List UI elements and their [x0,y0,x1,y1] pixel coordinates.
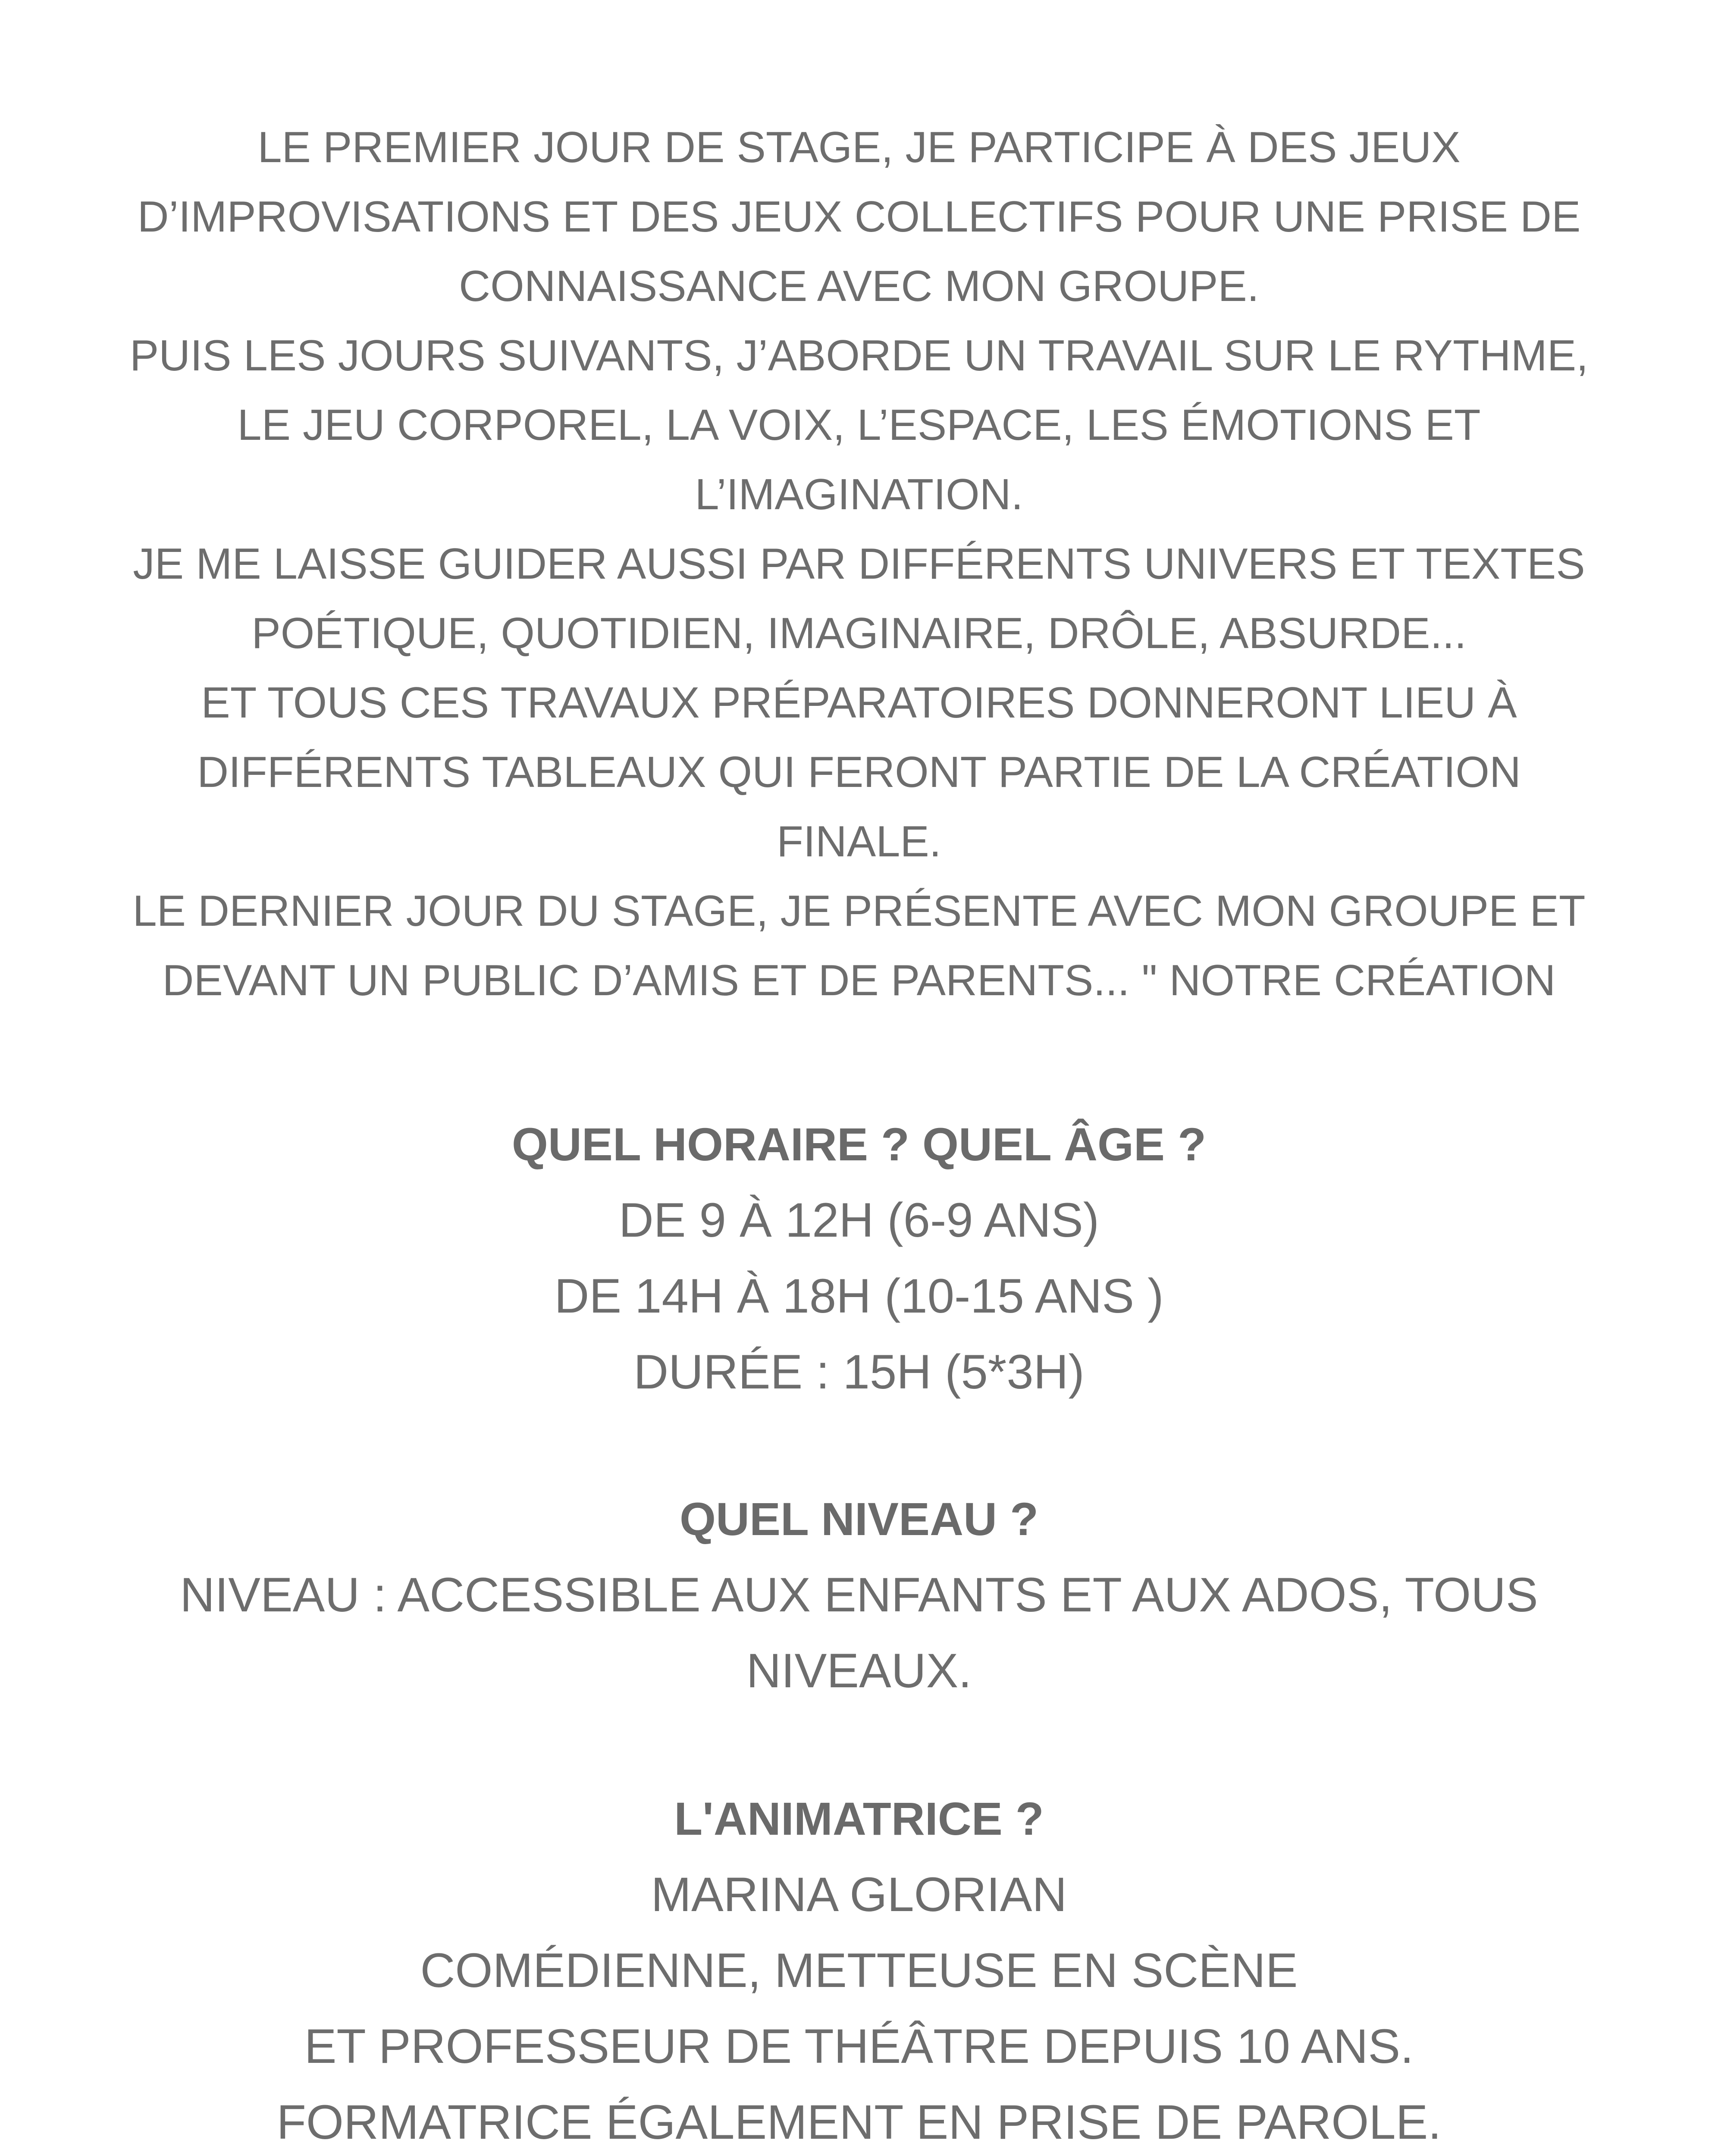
intro-line: LE JEU CORPOREL, LA VOIX, L’ESPACE, LES ÉMOTIONS ET [237,401,1481,449]
intro-line: JE ME LAISSE GUIDER AUSSI PAR DIFFÉRENTS UNIVERS ET TEXTES [133,540,1585,588]
intro-line: DIFFÉRENTS TABLEAUX QUI FERONT PARTIE DE LA CRÉATION [197,748,1521,796]
instructor-heading: L'ANIMATRICE ? [674,1792,1044,1845]
intro-line: POÉTIQUE, QUOTIDIEN, IMAGINAIRE, DRÔLE, ABSURDE... [251,609,1467,658]
schedule-section [86,1106,1632,1410]
intro-line: PUIS LES JOURS SUIVANTS, J’ABORDE UN TRAVAIL SUR LE RYTHME, [129,332,1589,380]
intro-line: LE PREMIER JOUR DE STAGE, JE PARTICIPE À DES JEUX [257,123,1461,172]
schedule-line: DE 14H À 18H (10-15 ANS ) [554,1269,1164,1323]
instructor-line: COMÉDIENNE, METTEUSE EN SCÈNE [420,1943,1298,1997]
intro-line: LE DERNIER JOUR DU STAGE, JE PRÉSENTE AVEC MON GROUPE ET [132,887,1586,935]
intro-line: D’IMPROVISATIONS ET DES JEUX COLLECTIFS POUR UNE PRISE DE [137,193,1581,241]
level-line: NIVEAU : ACCESSIBLE AUX ENFANTS ET AUX ADOS, TOUS [180,1568,1538,1622]
instructor-section [86,1781,1632,2156]
level-heading: QUEL NIVEAU ? [679,1493,1039,1545]
intro-line: FINALE. [777,818,941,866]
instructor-line: FORMATRICE ÉGALEMENT EN PRISE DE PAROLE. [276,2095,1442,2149]
intro-paragraph [86,113,1632,1015]
level-section [86,1481,1632,1709]
instructor-line: ET PROFESSEUR DE THÉÂTRE DEPUIS 10 ANS. [304,2019,1414,2073]
intro-line: ET TOUS CES TRAVAUX PRÉPARATOIRES DONNERONT LIEU À [201,679,1517,727]
instructor-line: MARINA GLORIAN [651,1868,1067,1921]
intro-line: CONNAISSANCE AVEC MON GROUPE. [459,262,1259,310]
level-line: NIVEAUX. [746,1644,972,1698]
intro-line: L’IMAGINATION. [695,470,1023,519]
schedule-line: DE 9 À 12H (6-9 ANS) [618,1193,1100,1247]
intro-line: DEVANT UN PUBLIC D’AMIS ET DE PARENTS... " NOTRE CRÉATION [162,956,1556,1005]
schedule-line: DURÉE : 15H (5*3H) [633,1345,1085,1399]
schedule-heading: QUEL HORAIRE ? QUEL ÂGE ? [511,1118,1207,1170]
